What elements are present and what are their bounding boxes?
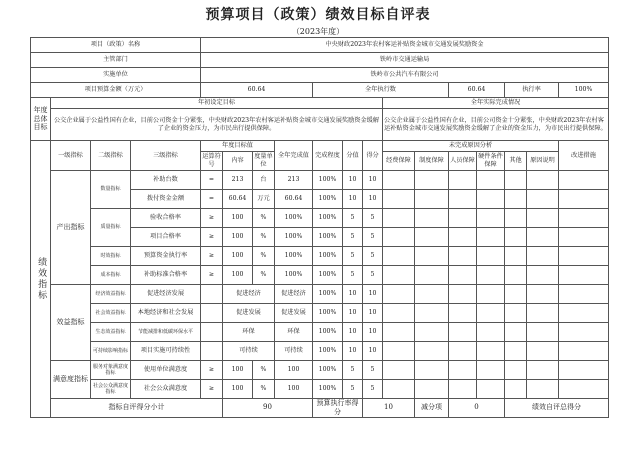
dept-label: 主管部门 (31, 53, 201, 68)
operator-cell: = (201, 190, 223, 209)
score-cell: 5 (363, 209, 383, 228)
actual-cell: 100% (275, 209, 313, 228)
table-row (31, 323, 609, 342)
completion-cell: 100% (313, 285, 343, 304)
unit-cell: % (253, 361, 275, 380)
completion-cell: 100% (313, 361, 343, 380)
score-cell: 5 (363, 361, 383, 380)
operator-cell (201, 285, 223, 304)
group-label-satisfaction: 满意度指标 (51, 361, 91, 399)
unit-header: 度量单位 (253, 152, 275, 171)
unit-cell: 万元 (253, 190, 275, 209)
content-cell: 促进经济 (223, 285, 275, 304)
indicator-header-row-1 (31, 141, 609, 152)
operator-cell: ≥ (201, 247, 223, 266)
operator-cell: ≥ (201, 228, 223, 247)
weight-cell: 5 (343, 228, 363, 247)
operator-cell: ≥ (201, 361, 223, 380)
actual-cell: 促进发展 (275, 304, 313, 323)
weight-cell: 10 (343, 323, 363, 342)
level3-cell: 项目实施可持续性 (131, 342, 201, 361)
actual-cell: 可持续 (275, 342, 313, 361)
content-header: 内容 (223, 152, 253, 171)
level2-cell: 生态效益指标 (91, 323, 131, 342)
score-cell: 10 (363, 171, 383, 190)
level3-cell: 社会公众满意度 (131, 380, 201, 399)
weight-cell: 5 (343, 209, 363, 228)
level2-header: 二级指标 (91, 141, 131, 171)
level3-cell: 节能减排和低碳环保水平 (131, 323, 201, 342)
reason-col-system: 制度保障 (415, 152, 449, 171)
weight-cell: 10 (343, 171, 363, 190)
completion-cell: 100% (313, 171, 343, 190)
weight-header: 分值 (343, 141, 363, 171)
table-row (31, 266, 609, 285)
unit-cell: % (253, 209, 275, 228)
score-cell: 10 (363, 304, 383, 323)
table-row (31, 171, 609, 190)
dept-row (31, 53, 609, 68)
reason-col-other: 其他 (505, 152, 527, 171)
unit-value: 铁岭市公共汽车有限公司 (201, 68, 609, 83)
level2-cell: 成本指标 (91, 266, 131, 285)
weight-cell: 10 (343, 285, 363, 304)
level2-cell: 时效指标 (91, 247, 131, 266)
goals-initial-text: 公交企业属于公益性国有企业，目前公司资金十分紧张，中央财政2023年农村客运补贴资金城市交通发展奖励资金缓解了企业的资金压力，为市民出行提供保障。 (51, 109, 383, 141)
level3-cell: 验收合格率 (131, 209, 201, 228)
level3-cell: 促进经济发展 (131, 285, 201, 304)
executed-value: 60.64 (449, 83, 505, 98)
budget-score-label: 预算执行率得分 (313, 399, 363, 418)
score-cell: 5 (363, 247, 383, 266)
executed-label: 全年执行数 (313, 83, 449, 98)
actual-cell: 100% (275, 247, 313, 266)
actual-cell: 100 (275, 380, 313, 399)
weight-cell: 10 (343, 304, 363, 323)
deduct-label: 减分项 (415, 399, 449, 418)
unit-row (31, 68, 609, 83)
score-cell: 5 (363, 228, 383, 247)
actual-cell: 100% (275, 266, 313, 285)
content-cell: 可持续 (223, 342, 275, 361)
level3-cell: 拨付资金金额 (131, 190, 201, 209)
reason-col-staff: 人员保障 (449, 152, 477, 171)
reason-col-funding: 经费保障 (383, 152, 415, 171)
completion-cell: 100% (313, 342, 343, 361)
rate-label: 执行率 (505, 83, 559, 98)
completion-cell: 100% (313, 209, 343, 228)
table-row (31, 342, 609, 361)
score-cell: 10 (363, 323, 383, 342)
evaluation-table (30, 37, 609, 418)
completion-cell: 100% (313, 380, 343, 399)
level3-cell: 补助台数 (131, 171, 201, 190)
budget-label: 项目预算金额（万元） (31, 83, 201, 98)
goals-actual-text: 公交企业属于公益性国有企业，目前公司资金十分紧张，中央财政2023年农村客运补贴资金城市交通发展奖励资金缓解了企业的资金压力，为市民出行提供保障。 (383, 109, 609, 141)
level2-cell: 社会公众满意度指标 (91, 380, 131, 399)
score-header: 得分 (363, 141, 383, 171)
content-cell: 213 (223, 171, 253, 190)
table-row (31, 209, 609, 228)
table-row (31, 304, 609, 323)
performance-section-label: 绩效指标 (31, 141, 51, 418)
weight-cell: 5 (343, 380, 363, 399)
score-cell: 5 (363, 266, 383, 285)
page-title: 预算项目（政策）绩效目标自评表 (205, 7, 431, 23)
score-cell: 10 (363, 190, 383, 209)
actual-cell: 60.64 (275, 190, 313, 209)
weight-cell: 10 (343, 342, 363, 361)
operator-cell: ≥ (201, 266, 223, 285)
total-label: 指标自评得分小计 (51, 399, 223, 418)
level3-header: 三级指标 (131, 141, 201, 171)
weight-cell: 5 (343, 361, 363, 380)
improve-header: 改进措施 (559, 141, 609, 171)
operator-cell (201, 323, 223, 342)
level2-cell: 社会效益指标 (91, 304, 131, 323)
operator-cell (201, 342, 223, 361)
content-cell: 环保 (223, 323, 275, 342)
table-row (31, 247, 609, 266)
deduct-value: 0 (449, 399, 505, 418)
level1-header: 一级指标 (51, 141, 91, 171)
content-cell: 促进发展 (223, 304, 275, 323)
level3-cell: 预算资金执行率 (131, 247, 201, 266)
budget-value: 60.64 (201, 83, 313, 98)
completion-cell: 100% (313, 323, 343, 342)
operator-header: 运算符号 (201, 152, 223, 171)
level3-cell: 项目合格率 (131, 228, 201, 247)
completion-cell: 100% (313, 247, 343, 266)
score-cell: 10 (363, 285, 383, 304)
reason-group-header: 未完成原因分析 (383, 141, 559, 152)
project-name-label: 项目（政策）名称 (31, 38, 201, 53)
operator-cell: ≥ (201, 380, 223, 399)
target-group-header: 年度目标值 (201, 141, 275, 152)
unit-cell: % (253, 247, 275, 266)
level3-cell: 本地经济和社会发展 (131, 304, 201, 323)
operator-cell (201, 304, 223, 323)
content-cell: 100 (223, 209, 253, 228)
budget-row (31, 83, 609, 98)
table-row (31, 361, 609, 380)
content-cell: 60.64 (223, 190, 253, 209)
operator-cell: ≥ (201, 209, 223, 228)
level2-cell: 数量指标 (91, 171, 131, 209)
goals-text-row (31, 109, 609, 141)
content-cell: 100 (223, 228, 253, 247)
actual-cell: 213 (275, 171, 313, 190)
completion-cell: 100% (313, 228, 343, 247)
table-row (31, 285, 609, 304)
budget-score-value: 10 (363, 399, 415, 418)
project-name-row (31, 38, 609, 53)
unit-label: 实施单位 (31, 68, 201, 83)
page-subtitle-year: （2023年度） (291, 27, 345, 36)
goals-initial-header: 年初设定目标 (51, 98, 383, 109)
reason-col-hardware: 硬件条件保障 (477, 152, 505, 171)
weight-cell: 5 (343, 247, 363, 266)
rate-value: 100% (559, 83, 609, 98)
unit-cell: % (253, 380, 275, 399)
table-row (31, 380, 609, 399)
goals-header-row (31, 98, 609, 109)
footer-row (31, 399, 609, 418)
actual-cell: 100 (275, 361, 313, 380)
actual-value-header: 全年完成值 (275, 141, 313, 171)
completion-cell: 100% (313, 304, 343, 323)
actual-cell: 促进经济 (275, 285, 313, 304)
completion-cell: 100% (313, 190, 343, 209)
reason-col-explain: 原因说明 (527, 152, 559, 171)
final-label: 绩效自评总得分 (505, 399, 609, 418)
unit-cell: % (253, 228, 275, 247)
operator-cell: = (201, 171, 223, 190)
score-cell: 5 (363, 380, 383, 399)
total-value: 90 (223, 399, 313, 418)
completion-header: 完成程度 (313, 141, 343, 171)
group-label-benefit: 效益指标 (51, 285, 91, 361)
level3-cell: 补助标准合格率 (131, 266, 201, 285)
weight-cell: 10 (343, 190, 363, 209)
project-name-value: 中央财政2023年农村客运补贴资金城市交通发展奖励资金 (201, 38, 609, 53)
dept-value: 铁岭市交通运输局 (201, 53, 609, 68)
group-label-output: 产出指标 (51, 171, 91, 285)
weight-cell: 5 (343, 266, 363, 285)
completion-cell: 100% (313, 266, 343, 285)
level2-cell: 服务对象满意度指标 (91, 361, 131, 380)
goals-actual-header: 全年实际完成情况 (383, 98, 609, 109)
score-cell: 10 (363, 342, 383, 361)
unit-cell: 台 (253, 171, 275, 190)
unit-cell: % (253, 266, 275, 285)
level2-cell: 可持续影响指标 (91, 342, 131, 361)
content-cell: 100 (223, 380, 253, 399)
goals-section-label: 年度总体目标 (31, 98, 51, 141)
content-cell: 100 (223, 266, 253, 285)
actual-cell: 环保 (275, 323, 313, 342)
content-cell: 100 (223, 247, 253, 266)
level2-cell: 经济效益指标 (91, 285, 131, 304)
level3-cell: 使用单位满意度 (131, 361, 201, 380)
content-cell: 100 (223, 361, 253, 380)
level2-cell: 质量指标 (91, 209, 131, 247)
actual-cell: 100% (275, 228, 313, 247)
